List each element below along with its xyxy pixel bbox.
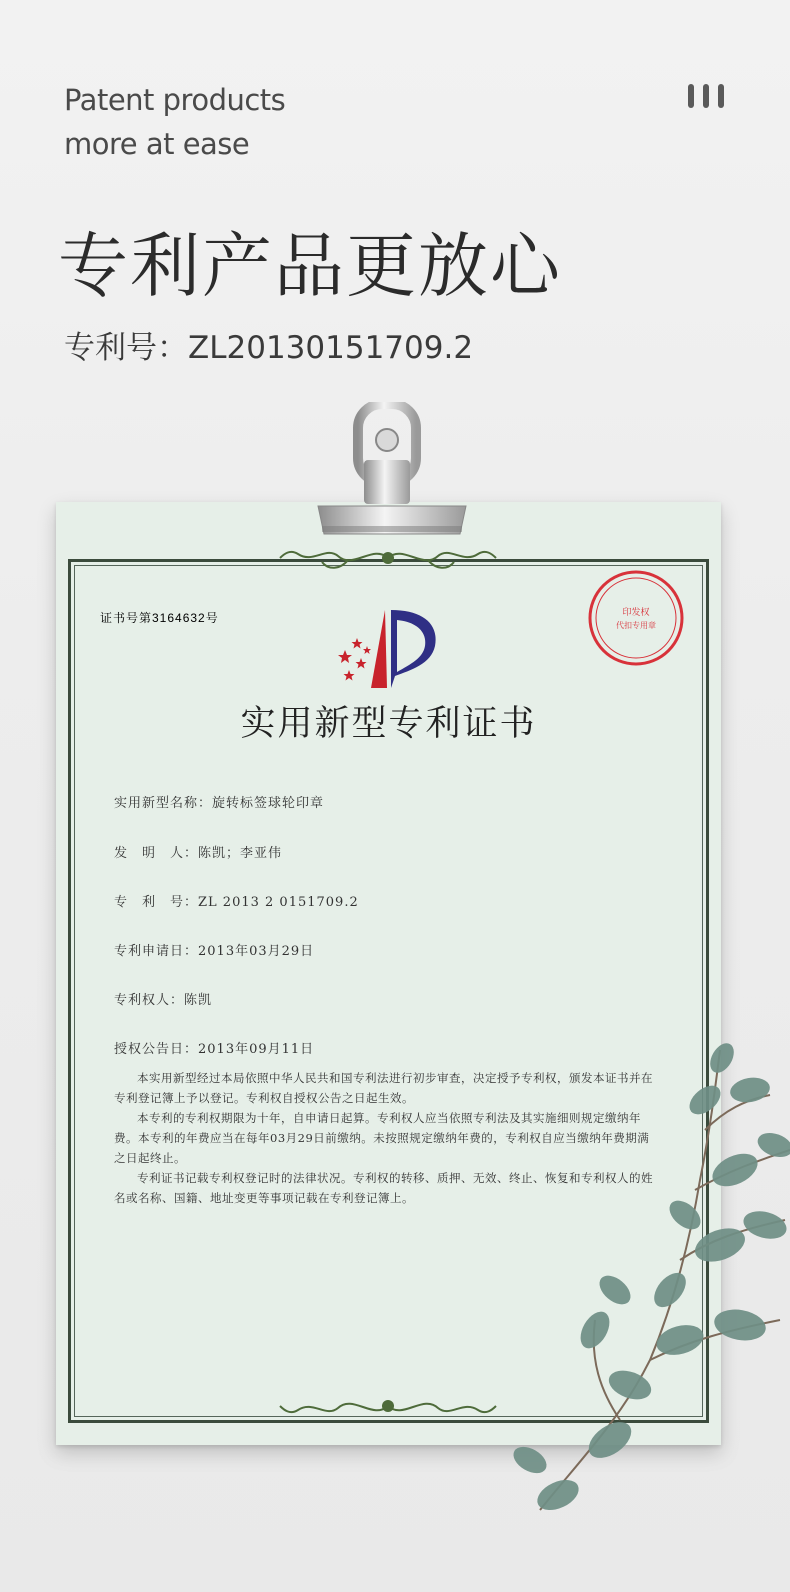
field-grant-date: 授权公告日：2013年09月11日 — [114, 1042, 315, 1057]
eucalyptus-branch-icon — [500, 1040, 790, 1520]
headline-line-1: Patent products — [64, 83, 286, 117]
page-title: 专利产品更放心 — [58, 225, 562, 307]
certificate-paragraph: 本专利的专利权期限为十年，自申请日起算。专利权人应当依照专利法及其实施细则规定缴纳年费。本专利的年费应当在每年03月29日前缴纳。未按照规定缴纳年费的，专利权自应当缴纳年费期满之日起终止。 — [114, 1111, 650, 1165]
patent-office-emblem-icon — [331, 602, 441, 688]
certificate-number: 证书号第3164632号 — [100, 611, 219, 625]
ornament-bottom-icon — [278, 1390, 498, 1424]
field-patent-number: 专 利 号：ZL 2013 2 0151709.2 — [114, 895, 359, 910]
menu-bar — [688, 84, 694, 108]
certificate-paragraph: 专利证书记载专利权登记时的法律状况。专利权的转移、质押、无效、终止、恢复和专利权人的姓名或名称、国籍、地址变更等事项记载在专利登记簿上。 — [114, 1171, 653, 1205]
field-utility-name: 实用新型名称：旋转标签球轮印章 — [114, 796, 325, 811]
field-inventor: 发 明 人：陈凯；李亚伟 — [114, 846, 283, 861]
official-seal-icon — [586, 568, 686, 668]
svg-text:代扣专用章: 代扣专用章 — [616, 621, 656, 630]
ornament-top-icon — [278, 540, 498, 574]
headline-line-2: more at ease — [64, 127, 250, 161]
binder-clip-icon — [312, 402, 472, 544]
field-patentee: 专利权人：陈凯 — [114, 993, 213, 1008]
certificate-title: 实用新型专利证书 — [240, 704, 537, 744]
menu-bar — [703, 84, 709, 108]
svg-text:印发权: 印发权 — [622, 608, 650, 618]
menu-icon[interactable] — [688, 84, 724, 108]
certificate-paragraph: 本实用新型经过本局依照中华人民共和国专利法进行初步审查，决定授予专利权，颁发本证书并在专利登记簿上予以登记。专利权自授权公告之日起生效。 — [114, 1071, 653, 1105]
patent-number: 专利号：ZL20130151709.2 — [64, 330, 474, 366]
english-headline — [64, 78, 285, 166]
field-application-date: 专利申请日：2013年03月29日 — [114, 944, 315, 959]
menu-bar — [718, 84, 724, 108]
